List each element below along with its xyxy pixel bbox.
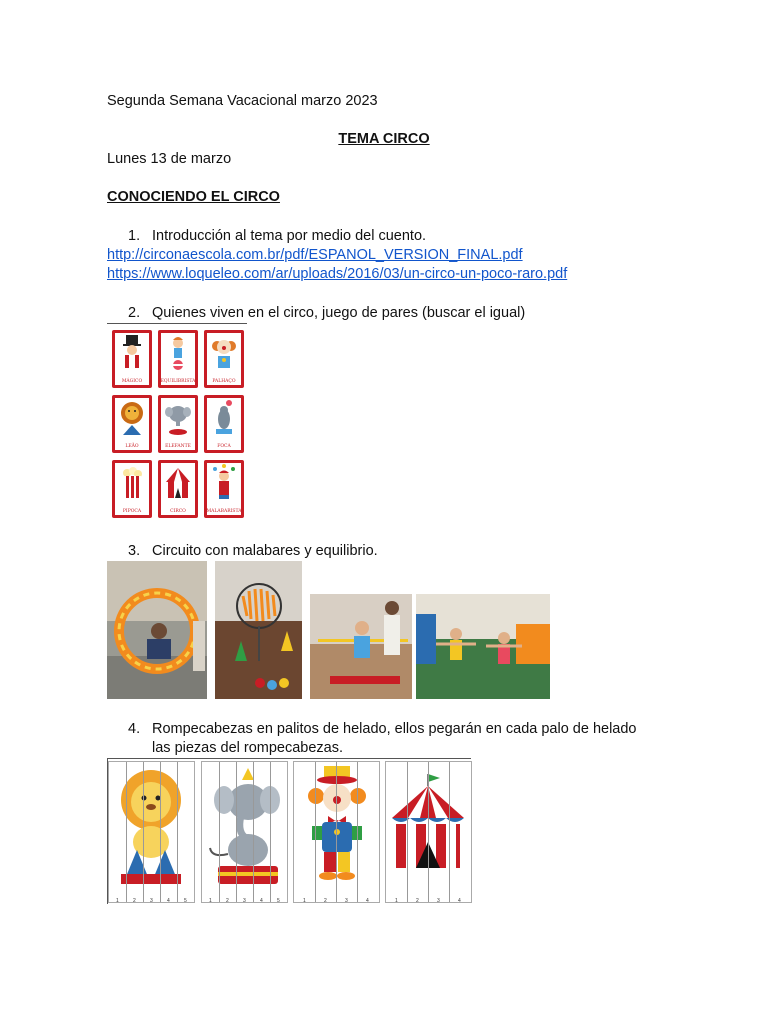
- photo-balance-beam: [310, 594, 412, 699]
- photo-fire-hoop: [107, 561, 207, 699]
- theme-title: TEMA CIRCO: [338, 131, 430, 147]
- card-label: PIPOCA: [122, 509, 142, 514]
- card-magico: [112, 330, 152, 388]
- card-circo: [158, 460, 198, 518]
- section-title: CONOCIENDO EL CIRCO: [107, 189, 280, 205]
- elephant-icon: [164, 399, 192, 437]
- puzzle-clown: 1 2 3 4: [293, 761, 380, 903]
- seal-icon: [210, 399, 238, 437]
- list-item-1: 1. Introducción al tema por medio del cuento.: [128, 228, 427, 244]
- card-label: LEÃO: [125, 444, 139, 449]
- photo-balance-children: [416, 594, 550, 699]
- puzzle-circus-tent: 1 2 3 4: [385, 761, 472, 903]
- popcorn-icon: [118, 464, 146, 502]
- card-label: PALHAÇO: [212, 379, 236, 384]
- list-item-2: 2. Quienes viven en el circo, juego de pares (buscar el igual): [128, 305, 526, 321]
- divider: [107, 758, 471, 759]
- circus-tent-icon: [164, 464, 192, 502]
- acrobat-icon: [164, 334, 192, 372]
- lion-icon: [118, 399, 146, 437]
- card-label: CIRCO: [170, 509, 186, 514]
- card-label: FOCA: [217, 444, 231, 449]
- card-label: MÁGICO: [121, 379, 143, 384]
- list-item-4: 4. Rompecabezas en palitos de helado, ellos pegarán en cada palo de helado: [128, 721, 637, 737]
- week-title: Segunda Semana Vacacional marzo 2023: [107, 93, 378, 109]
- card-equilibrista: [158, 330, 198, 388]
- magician-icon: [118, 334, 146, 372]
- card-elefante: [158, 395, 198, 453]
- card-label: MALABARISTA: [206, 509, 242, 514]
- list-item-3: 3. Circuito con malabares y equilibrio.: [128, 543, 378, 559]
- puzzle-elephant: 1 2 3 4 5: [201, 761, 288, 903]
- memory-cards-grid: [110, 328, 246, 520]
- link-circonaescola[interactable]: http://circonaescola.com.br/pdf/ESPANOL_VERSION_FINAL.pdf: [107, 247, 523, 263]
- card-foca: [204, 395, 244, 453]
- card-leao: [112, 395, 152, 453]
- card-label: ELEFANTE: [165, 444, 191, 449]
- card-label: EQUILIBRISTA: [160, 379, 196, 384]
- elephant-icon: [202, 762, 287, 902]
- card-malabarista: [204, 460, 244, 518]
- photo-ribbon-hoop: [215, 561, 302, 699]
- lion-icon: [109, 762, 194, 902]
- link-loqueleo[interactable]: https://www.loqueleo.com/ar/uploads/2016/03/un-circo-un-poco-raro.pdf: [107, 266, 568, 282]
- date-line: Lunes 13 de marzo: [107, 151, 232, 167]
- puzzle-lion: 1 2 3 4 5: [108, 761, 195, 903]
- divider: [107, 323, 247, 324]
- list-item-4-continued: las piezas del rompecabezas.: [152, 740, 344, 756]
- juggler-icon: [210, 464, 238, 502]
- clown-icon: [210, 334, 238, 372]
- card-pipoca: [112, 460, 152, 518]
- card-palhaco: [204, 330, 244, 388]
